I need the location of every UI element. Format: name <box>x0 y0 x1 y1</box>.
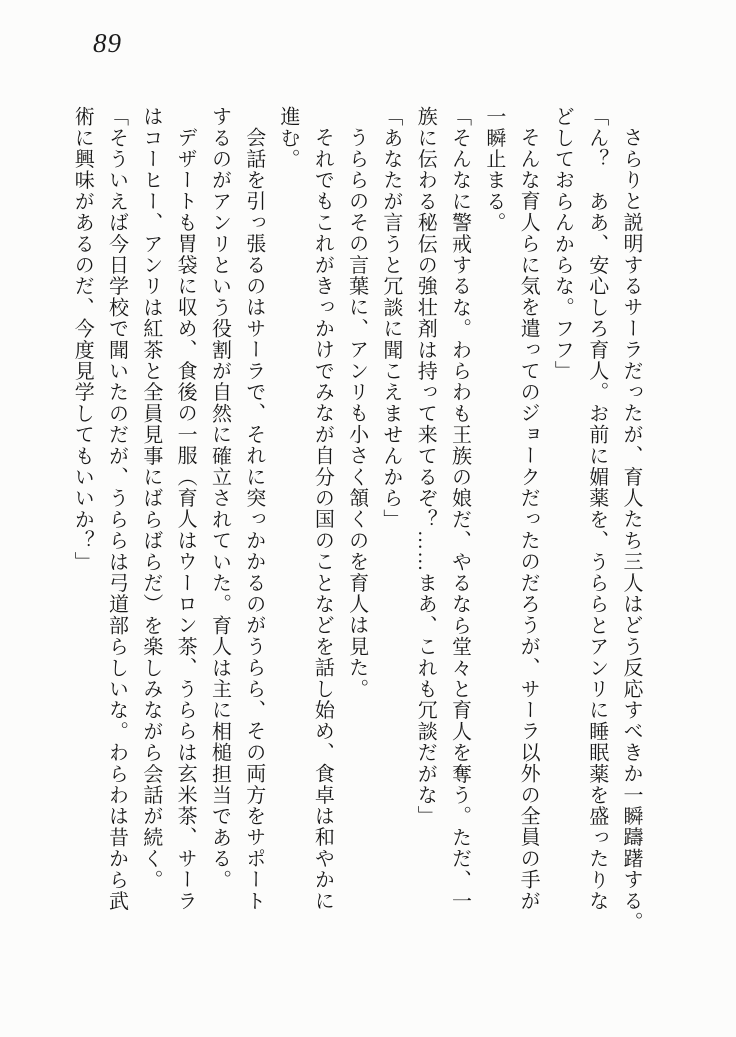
text-line: デザートも胃袋に収め、食後の一服（育人はウーロン茶、うららは玄米茶、サーラ <box>174 127 197 912</box>
text-line: そんな育人らに気を遣ってのジョークだったのだろうが、サーラ以外の全員の手が <box>517 127 540 912</box>
text-line: 「そんなに警戒するな。わらわも王族の娘だ、やるなら堂々と育人を奪う。ただ、一 <box>448 106 471 912</box>
text-line: するのがアンリという役割が自然に確立されていた。育人は主に相槌担当である。 <box>208 106 231 891</box>
text-line: 「そういえば今日学校で聞いたのだが、うららは弓道部らしいな。わらわは昔から武 <box>105 106 128 912</box>
text-line: 族に伝わる秘伝の強壮剤は持って来てるぞ？……まあ、これも冗談だがな」 <box>414 106 437 827</box>
text-line: 「ん？ ああ、安心しろ育人。お前に媚薬を、うららとアンリに睡眠薬を盛ったりな <box>585 106 608 912</box>
text-line: どしておらんからな。フフ」 <box>551 106 574 382</box>
text-line: 進む。 <box>277 106 300 170</box>
page-text <box>65 106 648 948</box>
text-line: それでもこれがきっかけでみなが自分の国のことなどを話し始め、食卓は和やかに <box>311 127 334 912</box>
text-line: 術に興味があるのだ、今度見学してもいいか？」 <box>71 106 94 573</box>
text-line: 一瞬止まる。 <box>482 106 505 234</box>
text-line: さらりと説明するサーラだったが、育人たち三人はどう反応すべきか一瞬躊躇する。 <box>620 127 642 933</box>
text-line: はコーヒー、アンリは紅茶と全員見事にばらばらだ）を楽しみながら会話が続く。 <box>139 106 162 891</box>
text-line: 会話を引っ張るのはサーラで、それに突っかかるのがうらら、その両方をサポート <box>242 127 265 912</box>
text-line: うららのその言葉に、アンリも小さく頷くのを育人は見た。 <box>345 127 368 700</box>
page-number: 89 <box>93 28 122 58</box>
text-line: 「あなたが言うと冗談に聞こえませんから」 <box>379 106 402 530</box>
